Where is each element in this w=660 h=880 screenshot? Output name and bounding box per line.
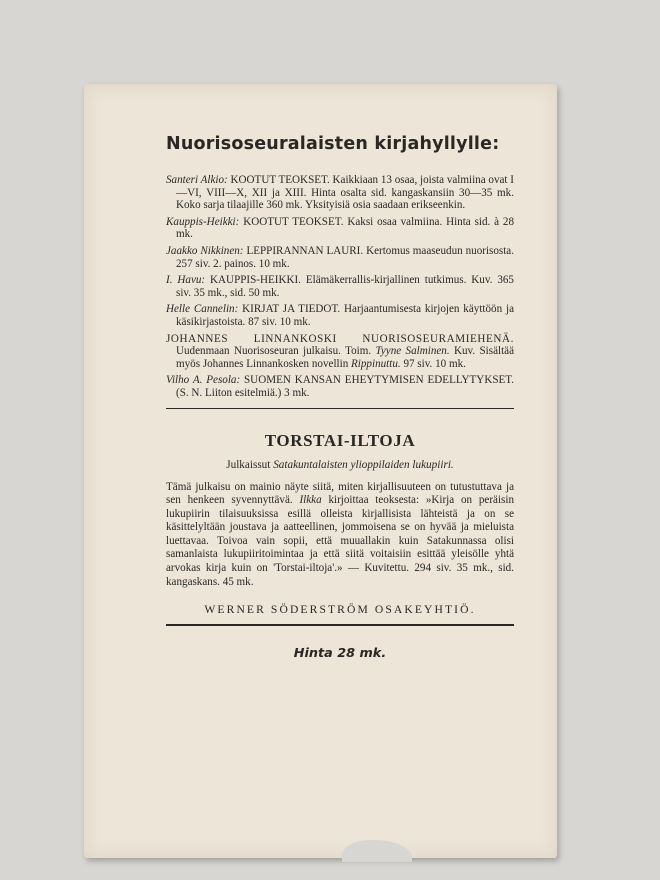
entry-text: KIRJAT JA TIEDOT. Harjaantumisesta kirjojen käyttöön ja käsikirjastoista. 87 siv. 10 mk. [176, 303, 514, 328]
list-item [166, 216, 514, 241]
price-label: Hinta 28 mk. [293, 646, 387, 662]
entry-text-end: 97 siv. 10 mk. [403, 357, 466, 370]
divider [166, 408, 514, 409]
section-description [166, 481, 514, 590]
entry-editor: Tyyne Salminen. [375, 345, 450, 358]
published-prefix: Julkaissut [226, 458, 271, 471]
description-author: Ilkka [299, 494, 322, 507]
book-list [166, 174, 514, 400]
entry-author: I. Havu: [166, 274, 206, 287]
list-item [166, 274, 514, 299]
description-text: Tämä julkaisu on mainio näyte siitä, miten kirjallisuuteen on tutustuttava ja sen henkeen syvennyttävä. [166, 480, 514, 507]
list-item [166, 333, 514, 371]
entry-text: Uudenmaan Nuorisoseuran julkaisu. Toim. [176, 345, 372, 358]
list-item [166, 374, 514, 399]
published-by [166, 459, 514, 471]
section-title: TORSTAI-ILTOJA [264, 430, 416, 450]
entry-text: KAUPPIS-HEIKKI. Elämäkerrallis-kirjallinen tutkimus. Kuv. 365 siv. 35 mk., sid. 50 mk. [176, 274, 514, 299]
list-item [166, 174, 514, 212]
entry-author: Helle Cannelin: [166, 303, 239, 316]
entry-author: Jaakko Nikkinen: [166, 244, 244, 257]
entry-text: KOOTUT TEOKSET. Kaikkiaan 13 osaa, joista valmiina ovat I—VI, VIII—X, XII ja XIII. Hinta osalta sid. kangaskansiin 30—35 mk. Koko sarja tilaajille 360 mk. Yksityisiä osia saadaan erikseenkin. [176, 174, 514, 212]
page-title: Nuorisoseuralaisten kirjahyllylle: [166, 134, 500, 154]
published-org: Satakuntalaisten ylioppilaiden lukupiiri. [273, 458, 454, 471]
entry-text: SUOMEN KANSAN EHEYTYMISEN EDELLYTYKSET. (S. N. Liiton esitelmiä.) 3 mk. [176, 374, 515, 399]
entry-text-after: Kuv. Sisältää myös Johannes Linnankosken novellin [176, 345, 515, 370]
cover-text [166, 134, 514, 661]
entry-author: Kauppis-Heikki: [166, 215, 240, 228]
publisher-name: WERNER SÖDERSTRÖM OSAKEYHTIÖ. [204, 603, 476, 617]
entry-title: JOHANNES LINNANKOSKI NUORISOSEURAMIEHENÄ. [166, 332, 514, 345]
description-text-cont: kirjoittaa teoksesta: »Kirja on peräisin lukupiirin tilaisuuksissa esillä olleista kirjallisista lähteistä ja on se käsittelyltään joustava ja aatteellinen, jommoisena se on hyvää ja mieluista luettavaa. Toivoa vain sopii, että muuallakin kuin Satakunnassa olisi samanlaista lukupiiritoimintaa ja että siitä voitaisiin esittää yleisölle yhtä arvokas kirja kuin on 'Torstai-iltoja'.» — Kuvitettu. 294 siv. 35 mk., sid. kangaskans. 45 mk. [166, 494, 514, 588]
entry-text: KOOTUT TEOKSET. Kaksi osaa valmiina. Hinta sid. à 28 mk. [176, 215, 515, 241]
divider [166, 624, 514, 626]
entry-text: LEPPIRANNAN LAURI. Kertomus maaseudun nuorisosta. 257 siv. 2. painos. 10 mk. [176, 244, 515, 270]
entry-novel: Rippinuttu. [351, 357, 401, 370]
entry-author: Vilho A. Pesola: [166, 374, 241, 387]
list-item [166, 245, 514, 270]
entry-author: Santeri Alkio: [166, 174, 228, 186]
list-item [166, 303, 514, 328]
